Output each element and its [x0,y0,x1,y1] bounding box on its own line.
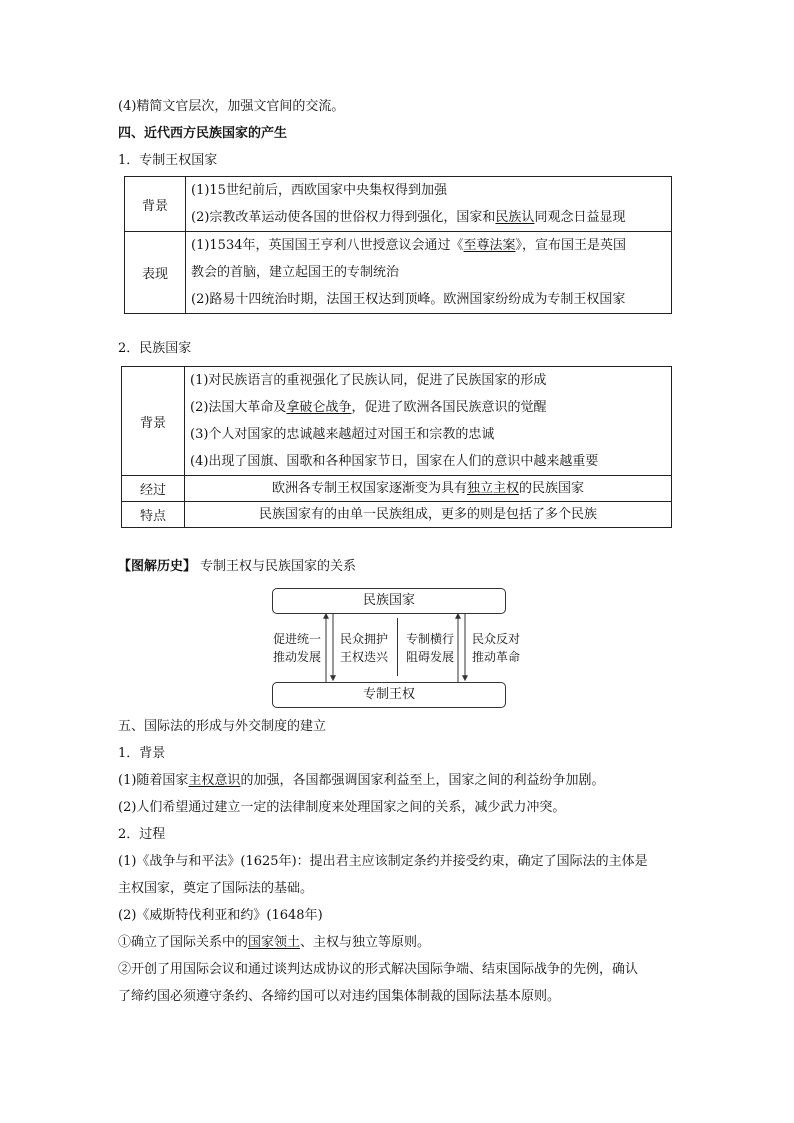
note-line: 民众拥护 [339,632,388,646]
note-line: 王权迭兴 [339,650,388,664]
subheading-absolute-monarchy: 1．专制王权国家 [118,153,218,168]
table-line: 教会的首脑，建立起国王的专制统治 [191,265,400,280]
table-label-background: 背景 [122,367,185,476]
section-4-heading: 四、近代西方民族国家的产生 [118,126,288,141]
subheading-process: 2．过程 [118,827,166,842]
table-line: (1)1534年，英国国王亨利八世授意议会通过《至尊法案》，宣布国王是英国 [191,238,627,253]
absolute-monarchy-box: 专制王权 [272,682,506,708]
table-label-background: 背景 [125,177,186,232]
table-line: (1)15世纪前后，西欧国家中央集权得到加强 [191,183,447,198]
diagram-heading-tag: 【图解历史】 [118,559,197,574]
table-label-features: 特点 [122,502,185,528]
note-line: 推动革命 [471,650,520,664]
center-divider [397,618,398,676]
paragraph: (2)《威斯特伐利亚和约》(1648年) [118,908,323,923]
table-line: (2)路易十四统治时期，法国王权达到顶峰。欧洲国家纷纷成为专制王权国家 [191,292,626,307]
subheading-background: 1．背景 [118,746,166,761]
table-label-process: 经过 [122,476,185,502]
paragraph: 了缔约国必须遵守条约、各缔约国可以对违约国集体制裁的国际法基本原则。 [118,989,561,1004]
note-people-support [337,630,391,666]
diagram-heading-text: 专制王权与民族国家的关系 [200,559,357,574]
table-line: (1)对民族语言的重视强化了民族认同，促进了民族国家的形成 [190,373,547,388]
note-line: 阻碍发展 [405,650,454,664]
note-promote-unity [270,630,324,666]
table-line: (2)宗教改革运动使各国的世俗权力得到强化，国家和民族认同观念日益显现 [191,210,626,225]
note-tyranny [403,630,457,666]
paragraph: ①确立了国际关系中的国家领土、主权与独立等原则。 [118,935,431,950]
paragraph: (1)《战争与和平法》(1625年)：提出君主应该制定条约并接受约束，确定了国际法的主体是 [118,854,648,869]
paragraph: (2)人们希望通过建立一定的法律制度来处理国家之间的关系，减少武力冲突。 [118,800,566,815]
note-line: 促进统一 [272,632,321,646]
paragraph: 主权国家，奠定了国际法的基础。 [118,881,314,896]
section-5-heading: 五、国际法的形成与外交制度的建立 [118,719,327,734]
table-line: (2)法国大革命及拿破仑战争，促进了欧洲各国民族意识的觉醒 [190,400,547,415]
table-label-manifestation: 表现 [125,232,186,314]
note-line: 民众反对 [471,632,520,646]
paragraph: (1)随着国家主权意识的加强，各国都强调国家利益至上，国家之间的利益纷争加剧。 [118,773,605,788]
nation-state-box: 民族国家 [272,588,506,614]
table-line: (4)出现了国旗、国歌和各种国家节日，国家在人们的意识中越来越重要 [190,454,599,469]
previous-point-4: (4)精简文官层次，加强文官间的交流。 [118,99,345,114]
table-cell-process: 欧洲各专制王权国家逐渐变为具有独立主权的民族国家 [185,476,672,502]
note-line: 推动发展 [272,650,321,664]
note-people-oppose [469,630,523,666]
subheading-nation-state: 2．民族国家 [118,341,192,356]
note-line: 专制横行 [405,632,454,646]
table-cell-features: 民族国家有的由单一民族组成，更多的则是包括了多个民族 [185,502,672,528]
table-line: (3)个人对国家的忠诚越来越超过对国王和宗教的忠诚 [190,427,495,442]
paragraph: ②开创了用国际会议和通过谈判达成协议的形式解决国际争端、结束国际战争的先例，确认 [118,962,639,977]
